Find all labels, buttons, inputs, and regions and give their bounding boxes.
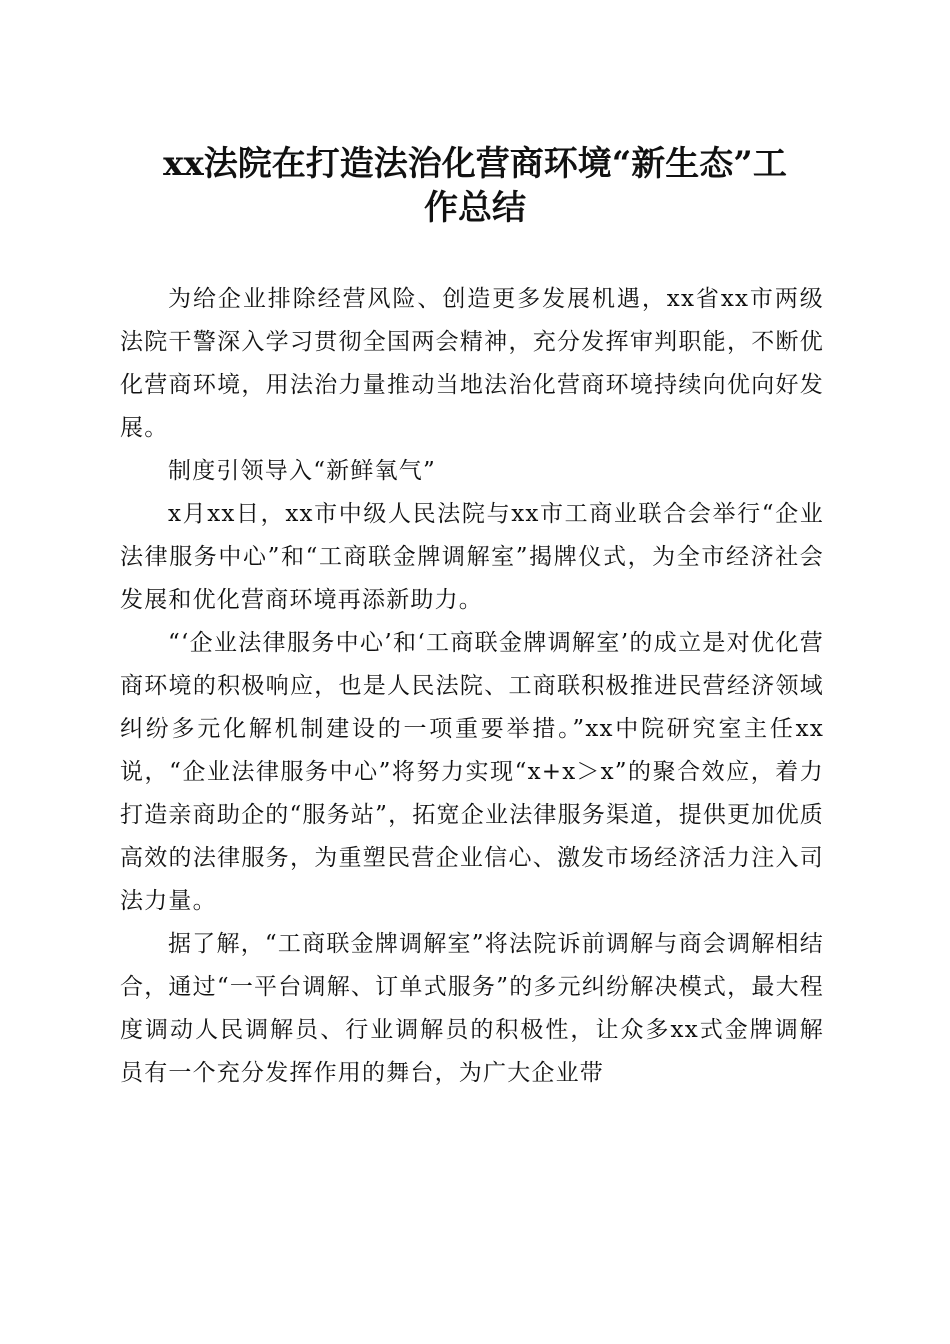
paragraph-ceremony: x月xx日，xx市中级人民法院与xx市工商业联合会举行“企业法律服务中心”和“工商联金牌调解室”揭牌仪式，为全市经济社会发展和优化营商环境再添新助力。: [120, 501, 824, 613]
document-title: [120, 142, 830, 230]
paragraph-mediation: 据了解，“工商联金牌调解室”将法院诉前调解与商会调解相结合，通过“一平台调解、订单式服务”的多元纠纷解决模式，最大程度调动人民调解员、行业调解员的积极性，让众多xx式金牌调解员有一个充分发挥作用的舞台，为广大企业带: [120, 931, 824, 1086]
title-line-1: xx法院在打造法治化营商环境“新生态”工: [163, 144, 787, 184]
title-line-2: 作总结: [424, 188, 526, 228]
paragraph-intro: 为给企业排除经营风险、创造更多发展机遇，xx省xx市两级法院干警深入学习贯彻全国两会精神，充分发挥审判职能，不断优化营商环境，用法治力量推动当地法治化营商环境持续向优向好发展。: [120, 286, 824, 441]
document-body: [120, 278, 824, 1095]
section-heading: 制度引领导入“新鲜氧气”: [168, 458, 436, 484]
paragraph-quote: “‘企业法律服务中心’和‘工商联金牌调解室’的成立是对优化营商环境的积极响应，也是人民法院、工商联积极推进民营经济领域纠纷多元化解机制建设的一项重要举措。”xx中院研究室主任xx说，“企业法律服务中心”将努力实现“x+x＞x”的聚合效应，着力打造亲商助企的“服务站”，拓宽企业法律服务渠道，提供更加优质高效的法律服务，为重塑民营企业信心、激发市场经济活力注入司法力量。: [120, 630, 824, 914]
